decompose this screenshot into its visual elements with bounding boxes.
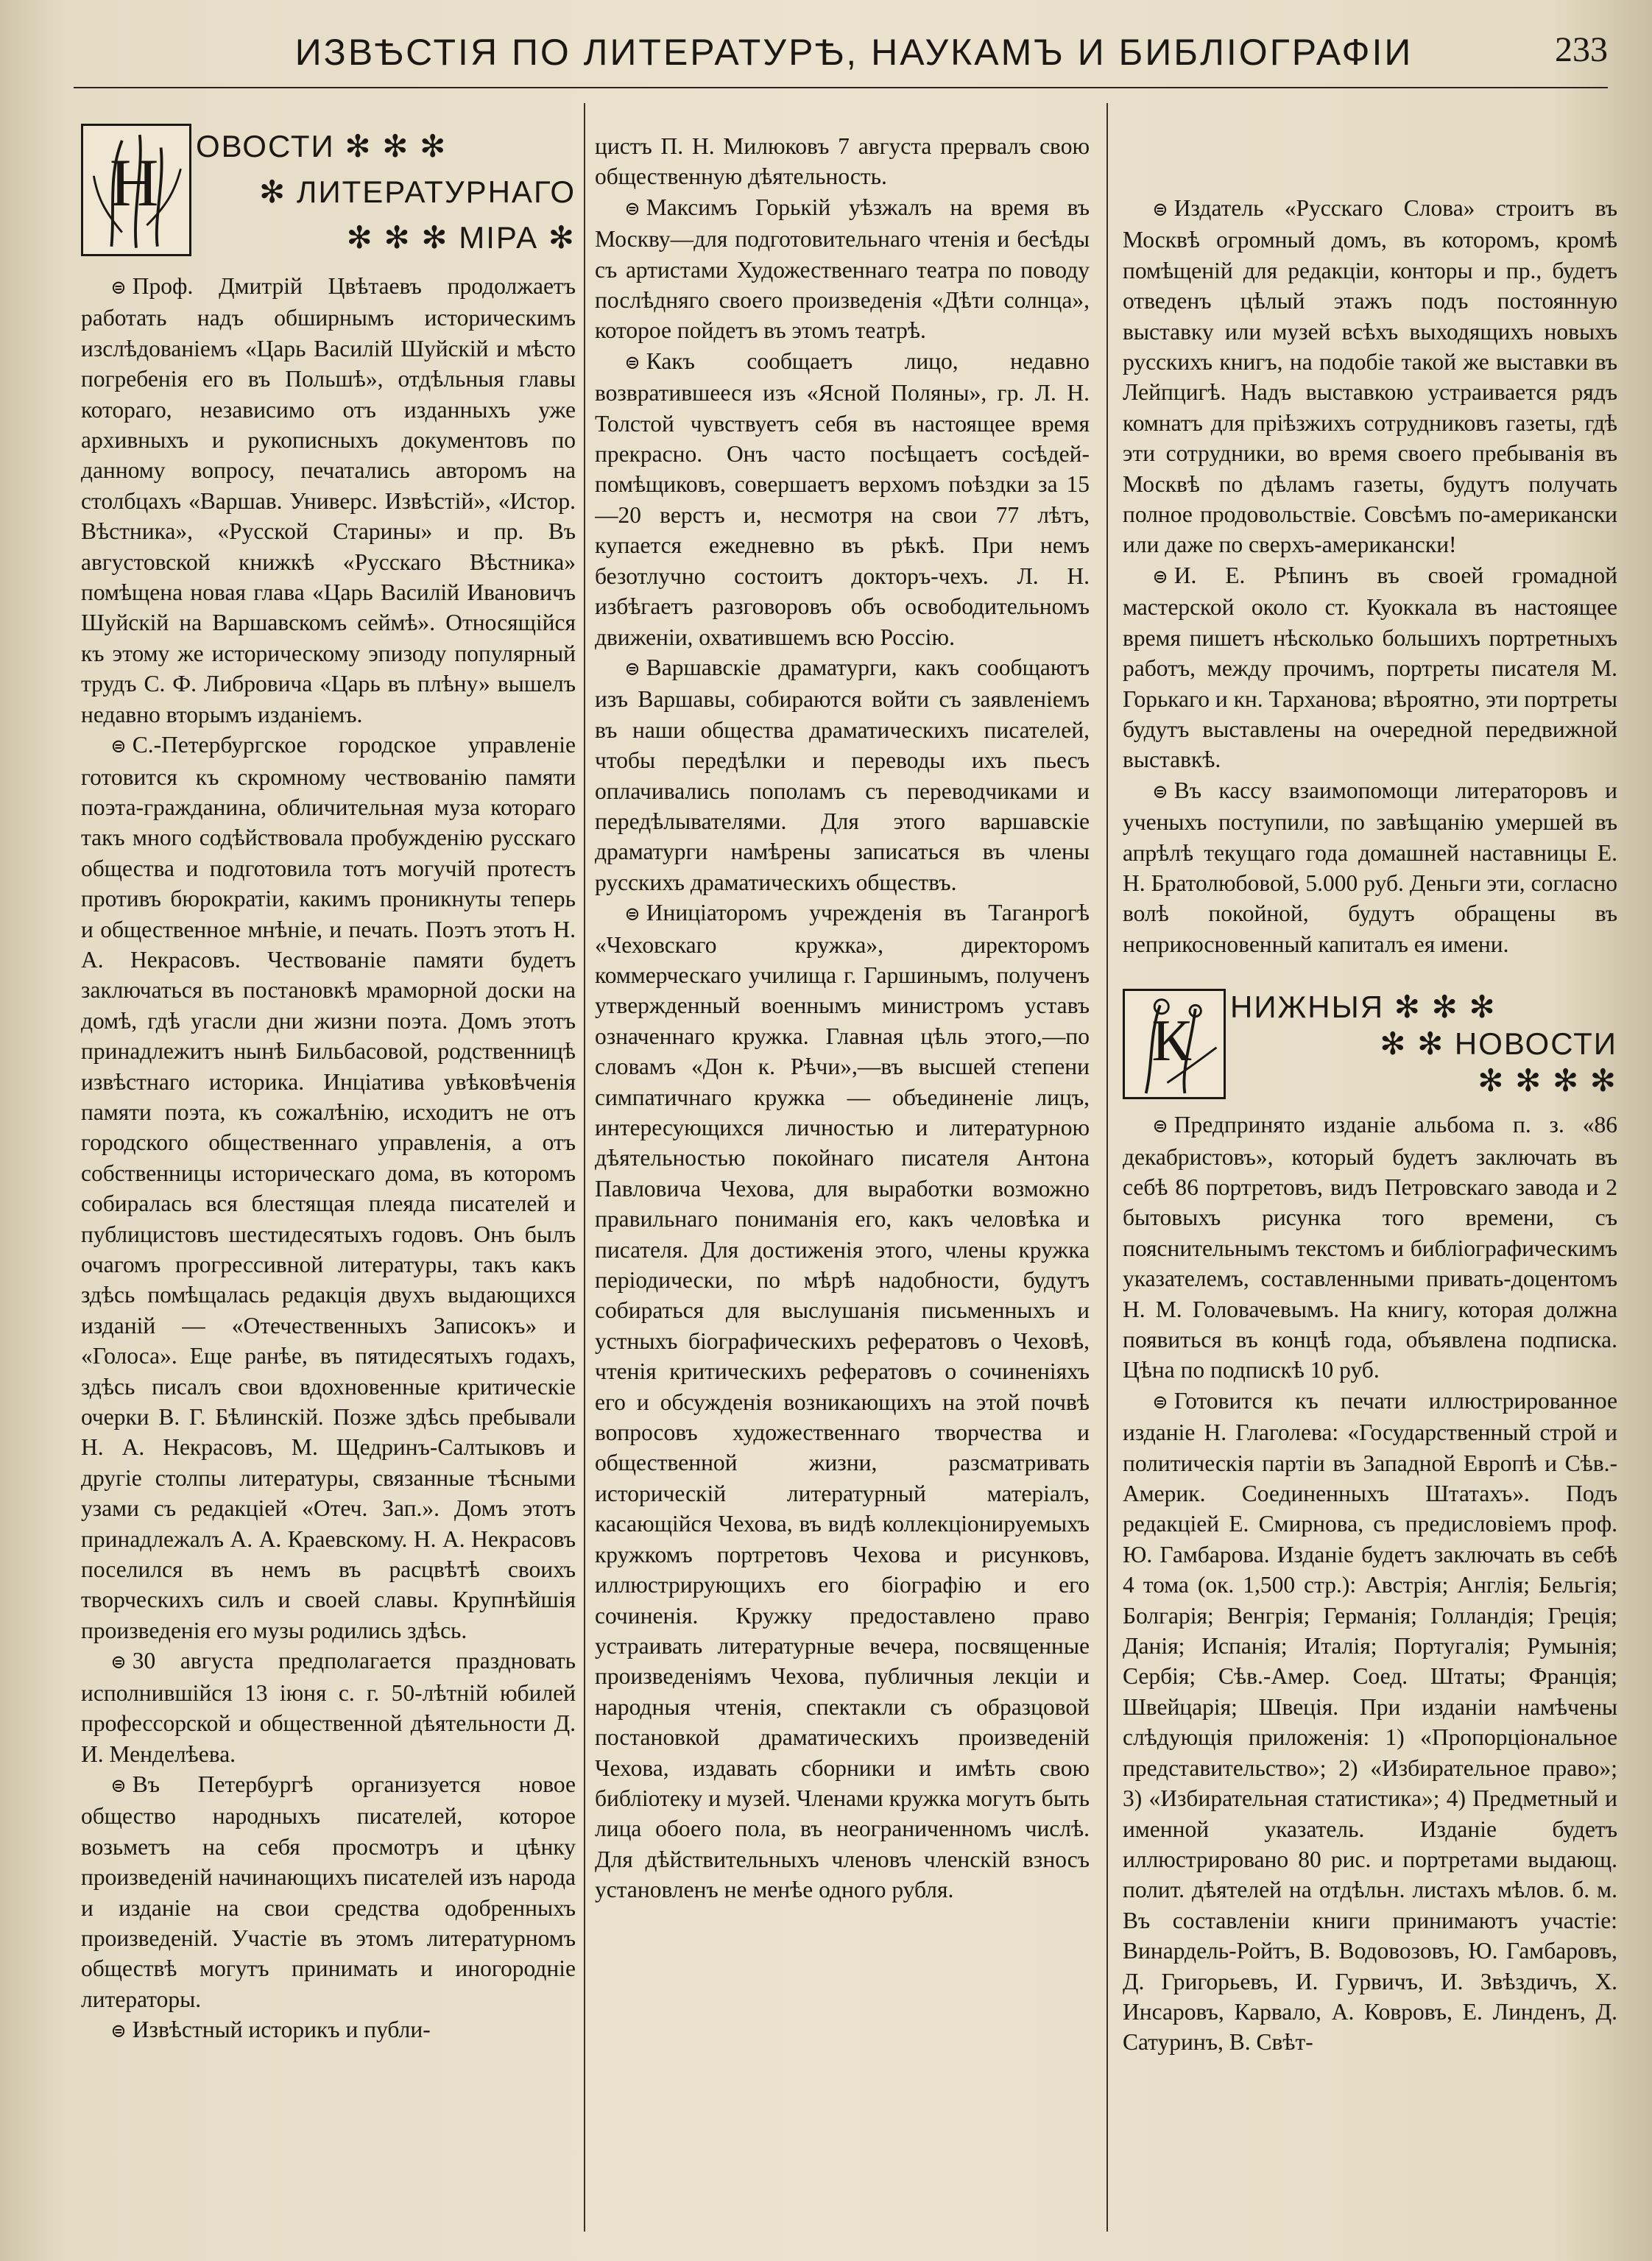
news-item: ⊜ Максимъ Горькій уѣзжалъ на время въ Москву—для подготовительнаго чтенія и бесѣды съ артистами Художественнаго театра по поводу послѣдняго своего произведенія «Дѣти солнца», которое пойдетъ въ этомъ театрѣ. bbox=[595, 194, 1090, 344]
news-item: ⊜ Извѣстный историкъ и публи- bbox=[110, 2017, 431, 2043]
news-item: ⊜ Иниціаторомъ учрежденія въ Таганрогѣ «Чеховскаго кружка», директоромъ коммерческаго училища г. Гаршинымъ, полученъ утвержденный военнымъ министромъ уставъ означеннаго кружка. Главная цѣль этого,—по словамъ «Дон к. Рѣчи»,—въ высшей степени симпатичнаго кружка — объединеніе лицъ, интересующихся личностью и литературною дѣятельностью покойнаго писателя Антона Павловича Чехова, для выработки возможно правильнаго пониманія его, какъ человѣка и писателя. Для достиженія этого, члены кружка періодически, по мѣрѣ надобности, будутъ собираться для выслушанія письменныхъ и устныхъ біографическихъ рефератовъ о Чеховѣ, чтенія критическихъ рефератовъ о сочиненіяхъ его и обсужденія возникающихъ на этой почвѣ вопросовъ художественнаго творчества и общественной жизни, разсматривать историческій литературный матеріалъ, касающійся Чехова, въ видѣ коллекціонируемыхъ кружкомъ портретовъ Чехова и рисунковъ, иллюстрирующихъ его біографію и его сочиненія. Кружку предоставлено право устраивать литературные вечера, посвященные произведеніямъ Чехова, публичныя лекціи и народныя чтенія, спектакли съ образцовой постановкой драматическихъ произведеній Чехова, издавать сборники и имѣть свою библіотеку и музей. Членами кружка могутъ быть лица обоего пола, въ неограниченномъ числѣ. Для дѣйствительныхъ членовъ членскій взносъ установленъ не менѣе одного рубля. bbox=[595, 900, 1090, 1903]
heading-line: ✻ ✻ ✻ ✻ bbox=[1478, 1063, 1617, 1098]
column-middle bbox=[595, 131, 1090, 2217]
section-heading-book-news bbox=[1123, 989, 1617, 1099]
heading-text bbox=[1230, 989, 1617, 1099]
ornamental-initial bbox=[1123, 989, 1226, 1099]
column-divider bbox=[584, 103, 585, 2232]
news-item: ⊜ Предпринято изданіе альбома п. з. «86 декабристовъ», который будетъ заключать въ себѣ 86 портретовъ, видъ Петровскаго завода и 2 бытовыхъ рисунка того времени, съ пояснительнымъ текстомъ и библіографическимъ указателемъ, составленными привать-доцентомъ Н. М. Головачевымъ. На книгу, которая должна появиться въ концѣ года, объявлена подписка. Цѣна по подпискѣ 10 руб. bbox=[1123, 1112, 1617, 1383]
news-item: ⊜ Проф. Дмитрій Цвѣтаевъ продолжаетъ работать надъ обширнымъ историческимъ изслѣдованіемъ «Царь Василій Шуйскій и мѣсто погребенія его въ Польшѣ», отдѣльныя главы котораго, независимо отъ изданныхъ уже архивныхъ и рукописныхъ документовъ по данному вопросу, печатались авторомъ на столбцахъ «Варшав. Универс. Извѣстій», «Истор. Вѣстника», «Русской Старины» и пр. Въ августовской книжкѣ «Русскаго Вѣстника» помѣщена новая глава «Царь Василій Ивановичъ Шуйскій на Варшавскомъ сеймѣ». Относящійся къ этому же историческому эпизоду популярный трудъ С. Ф. Либровича «Царь въ плѣну» вышелъ недавно вторымъ изданіемъ. bbox=[81, 273, 576, 727]
heading-line: ✻ ✻ ✻ МІРА ✻ bbox=[346, 220, 576, 255]
item-marker-icon: ⊜ bbox=[624, 351, 640, 373]
news-item: ⊜ Въ кассу взаимопомощи литераторовъ и ученыхъ поступили, по завѣщанію умершей въ апрѣлѣ текущаго года домашней наставницы Е. Н. Братолюбовой, 5.000 руб. Деньги эти, согласно волѣ покойной, будутъ обращены въ неприкосновенный капиталъ ея имени. bbox=[1123, 777, 1617, 957]
item-marker-icon: ⊜ bbox=[1152, 565, 1168, 588]
news-item: ⊜ 30 августа предполагается праздновать исполнившійся 13 іюня с. г. 50-лѣтній юбилей профессорской и общественной дѣятельности Д. И. Менделѣева. bbox=[81, 1648, 576, 1767]
item-marker-icon: ⊜ bbox=[1152, 1115, 1168, 1137]
initial-letter: К bbox=[1151, 1008, 1191, 1074]
heading-text bbox=[196, 124, 576, 261]
item-marker-icon: ⊜ bbox=[1152, 1391, 1168, 1413]
heading-line: ✻ ✻ НОВОСТИ bbox=[1380, 1026, 1617, 1062]
item-marker-icon: ⊜ bbox=[1152, 780, 1168, 803]
news-item: ⊜ Готовится къ печати иллюстрированное изданіе Н. Глаголева: «Государственный строй и политическія партіи въ Западной Европѣ и Сѣв.-Америк. Соединенныхъ Штатахъ». Подъ редакціей Е. Смирнова, съ предисловіемъ проф. Ю. Гамбарова. Изданіе будетъ заключать въ себѣ 4 тома (ок. 1,500 стр.): Австрія; Англія; Бельгія; Болгарія; Венгрія; Германія; Голландія; Греція; Данія; Испанія; Италія; Португалія; Румынія; Сербія; Сѣв.-Амер. Соед. Штаты; Франція; Швейцарія; Швеція. При изданіи намѣчены слѣдующія приложенія: 1) «Пропорціональное представительство»; 2) «Избирательное право»; 3) «Избирательная статистика»; 4) Предметный и именной указатель. Изданіе будетъ иллюстрировано 80 рис. и портретами выдающ. полит. дѣятелей на отдѣльн. листахъ мѣлов. б. м. Въ составленіи книги принимаютъ участіе: Винардель-Ройтъ, В. Водовозовъ, Ю. Гамбаровъ, Д. Григорьевъ, И. Гурвичъ, И. Звѣздичъ, Х. Инсаровъ, Карвало, А. Ковровъ, Е. Линденъ, Д. Сатуринъ, В. Свѣт- bbox=[1123, 1387, 1617, 2056]
news-item: ⊜ С.-Петербургское городское управленіе готовится къ скромному чествованію памяти поэта-гражданина, обличительная муза котораго такъ много содѣйствовала пробужденію русскаго общества и подготовила тотъ могучій протестъ противъ бюрократіи, какимъ проникнуты теперь и общественное мнѣніе, и печать. Поэтъ этотъ Н. А. Некрасовъ. Чествованіе памяти будетъ заключаться въ постановкѣ мраморной доски на домѣ, гдѣ угасли дни жизни поэта. Домъ этотъ принадлежитъ нынѣ Бильбасовой, родственницѣ извѣстнаго историка. Инціатива увѣковѣченія памяти поэта, къ сожалѣнію, исходитъ не отъ городского общественнаго управленія, а отъ собственницы историческаго дома, въ которомъ собиралась вся блестящая плеяда писателей и публицистовъ шестидесятыхъ годовъ. Онъ былъ очагомъ прогрессивной литературы, такъ какъ здѣсь помѣщалась редакція двухъ выдающихся изданій — «Отечественныхъ Записокъ» и «Голоса». Еще ранѣе, въ пятидесятыхъ годахъ, здѣсь писалъ свои вдохновенные критическіе очерки В. Г. Бѣлинскій. Позже здѣсь пребывали Н. А. Некрасовъ, М. Щедринъ-Салтыковъ и другіе столпы литературы, связанные тѣсными узами съ редакціей «Отеч. Зап.». Домъ этотъ принадлежалъ А. А. Краевскому. Н. А. Некрасовъ поселился въ немъ въ расцвѣтѣ своихъ творческихъ силъ и своей славы. Крупнѣйшія произведенія его музы родились здѣсь. bbox=[81, 732, 576, 1643]
item-marker-icon: ⊜ bbox=[110, 277, 127, 298]
news-item: ⊜ Въ Петербургѣ организуется новое общество народныхъ писателей, которое возьметъ на себя просмотръ и цѣнку произведеній начинающихъ писателей изъ народа и изданіе на свои средства одобренныхъ произведеній. Участіе въ этомъ литературномъ обществѣ могутъ принимать и иногородніе литераторы. bbox=[81, 1771, 576, 2012]
column-divider bbox=[1106, 103, 1108, 2232]
item-marker-icon: ⊜ bbox=[110, 2020, 127, 2042]
item-marker-icon: ⊜ bbox=[1152, 199, 1168, 220]
item-marker-icon: ⊜ bbox=[110, 736, 127, 758]
news-item: ⊜ Варшавскіе драматурги, какъ сообщаютъ изъ Варшавы, собираются войти съ заявленіемъ въ наши общества драматическихъ писателей, чтобы передѣлки и переводы ихъ пьесъ оплачивались пополамъ съ переводчиками и передѣлывателями. Для этого варшавскіе драматурги намѣрены записаться въ члены русскихъ драматическихъ обществъ. bbox=[595, 654, 1090, 895]
news-item: ⊜ Какъ сообщаетъ лицо, недавно возвратившееся изъ «Ясной Поляны», гр. Л. Н. Толстой чувствуетъ себя въ настоящее время прекрасно. Онъ часто посѣщаетъ сосѣдей-помѣщиковъ, совершаетъ верхомъ поѣздки за 15—20 верстъ и, несмотря на свои 77 лѣтъ, купается ежедневно въ рѣкѣ. При немъ безотлучно состоитъ докторъ-чехъ. Л. Н. избѣгаетъ разговоровъ объ освободительномъ движеніи, охватившемъ всю Россію. bbox=[595, 348, 1090, 650]
ornamental-initial bbox=[81, 124, 191, 256]
heading-line: ✻ ЛИТЕРАТУРНАГО bbox=[259, 174, 576, 209]
flower-ornament-icon bbox=[1125, 991, 1224, 1097]
item-marker-icon: ⊜ bbox=[624, 903, 640, 925]
initial-letter: Н bbox=[109, 145, 159, 221]
header-rule bbox=[74, 87, 1608, 88]
item-marker-icon: ⊜ bbox=[624, 197, 640, 219]
column-left bbox=[81, 124, 576, 2217]
news-item: ⊜ Издатель «Русскаго Слова» строитъ въ Москвѣ огромный домъ, въ которомъ, кромѣ помѣщеній для редакціи, конторы и пр., будетъ отведенъ цѣлый этажъ подъ постоянную выставку или музей всѣхъ выходящихъ новыхъ русскихъ книгъ, на подобіе такой же выставки въ Лейпцигѣ. Надъ выставкою устраивается рядъ комнатъ для пріѣзжихъ сотрудниковъ газеты, гдѣ эти сотрудники, во время своего пребыванія въ Москвѣ по дѣламъ газеты, будутъ получать полное продовольствіе. Совсѣмъ по-американски или даже по сверхъ-американски! bbox=[1123, 195, 1617, 558]
reed-ornament-icon bbox=[83, 126, 189, 254]
heading-line: ОВОСТИ ✻ ✻ ✻ bbox=[196, 129, 448, 163]
column-right bbox=[1123, 193, 1617, 2217]
item-marker-icon: ⊜ bbox=[624, 657, 640, 680]
news-item-continuation: цистъ П. Н. Милюковъ 7 августа прервалъ свою общественную дѣятельность. bbox=[595, 133, 1090, 190]
heading-line: НИЖНЫЯ ✻ ✻ ✻ bbox=[1230, 990, 1497, 1025]
page-number: 233 bbox=[1555, 30, 1608, 69]
item-marker-icon: ⊜ bbox=[110, 1651, 127, 1673]
item-marker-icon: ⊜ bbox=[110, 1774, 127, 1796]
running-title: ИЗВѢСТІЯ ПО ЛИТЕРАТУРѢ, НАУКАМЪ И БИБЛІОГРАФІИ bbox=[294, 32, 1413, 73]
section-heading-literary-news bbox=[81, 124, 576, 261]
news-item: ⊜ И. Е. Рѣпинъ въ своей громадной мастерской около ст. Куоккала въ настоящее время пишетъ нѣсколько большихъ портретныхъ работъ, между прочимъ, портреты писателя М. Горькаго и кн. Тарханова; вѣроятно, эти портреты будутъ выставлены на очередной передвижной выставкѣ. bbox=[1123, 562, 1617, 773]
